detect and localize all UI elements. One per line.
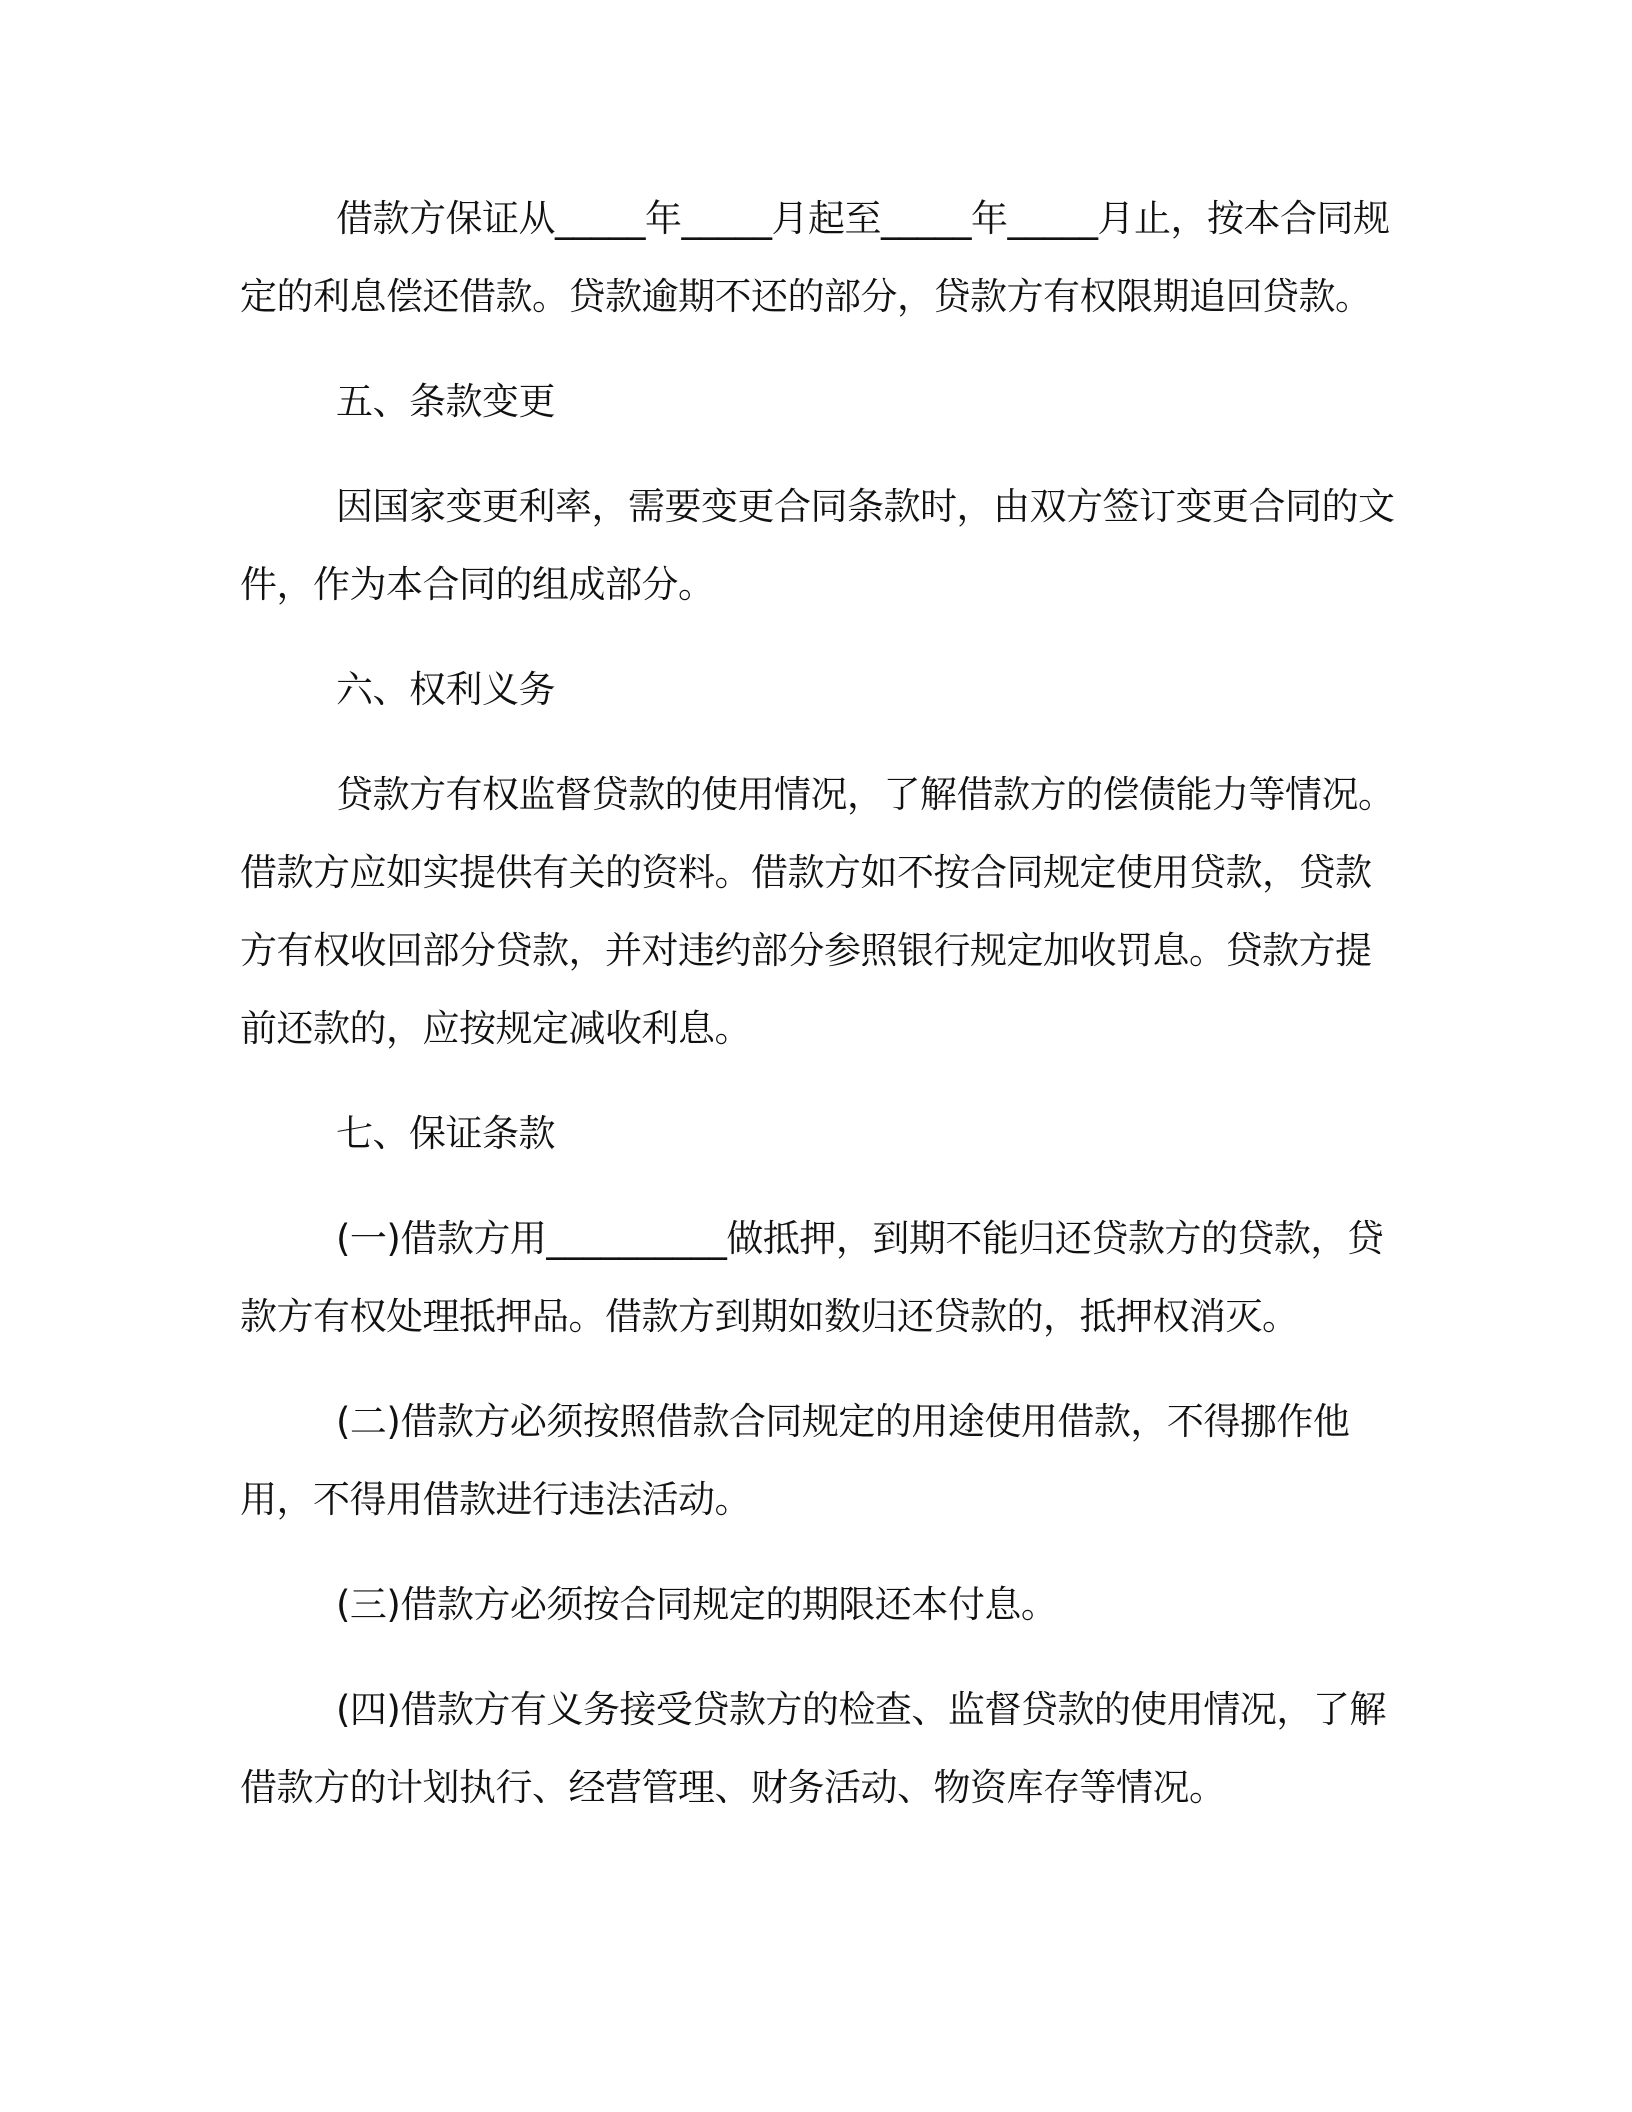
document-body xyxy=(240,180,1400,1854)
guarantee-clause-3: (三)借款方必须按合同规定的期限还本付息。 xyxy=(336,1583,1058,1626)
guarantee-clause-2: (二)借款方必须按照借款合同规定的用途使用借款，不得挪作他用，不得用借款进行违法活动。 xyxy=(240,1400,1350,1521)
repayment-guarantee-paragraph: 借款方保证从_____年_____月起至_____年_____月止，按本合同规定的利息偿还借款。贷款逾期不还的部分，贷款方有权限期追回贷款。 xyxy=(240,197,1390,318)
rights-obligations-paragraph: 贷款方有权监督贷款的使用情况，了解借款方的偿债能力等情况。借款方应如实提供有关的资料。借款方如不按合同规定使用贷款，贷款方有权收回部分贷款，并对违约部分参照银行规定加收罚息。贷款方提前还款的，应按规定减收利息。 xyxy=(240,773,1395,1050)
clause-change-paragraph: 因国家变更利率，需要变更合同条款时，由双方签订变更合同的文件，作为本合同的组成部分。 xyxy=(240,485,1395,606)
guarantee-clause-1: (一)借款方用__________做抵押，到期不能归还贷款方的贷款，贷款方有权处理抵押品。借款方到期如数归还贷款的，抵押权消灭。 xyxy=(240,1217,1384,1338)
section-heading-clause-change: 五、条款变更 xyxy=(336,380,555,423)
section-heading-guarantee-clauses: 七、保证条款 xyxy=(336,1112,555,1155)
section-heading-rights-obligations: 六、权利义务 xyxy=(336,668,555,711)
guarantee-clause-4: (四)借款方有义务接受贷款方的检查、监督贷款的使用情况，了解借款方的计划执行、经营管理、财务活动、物资库存等情况。 xyxy=(240,1688,1386,1809)
